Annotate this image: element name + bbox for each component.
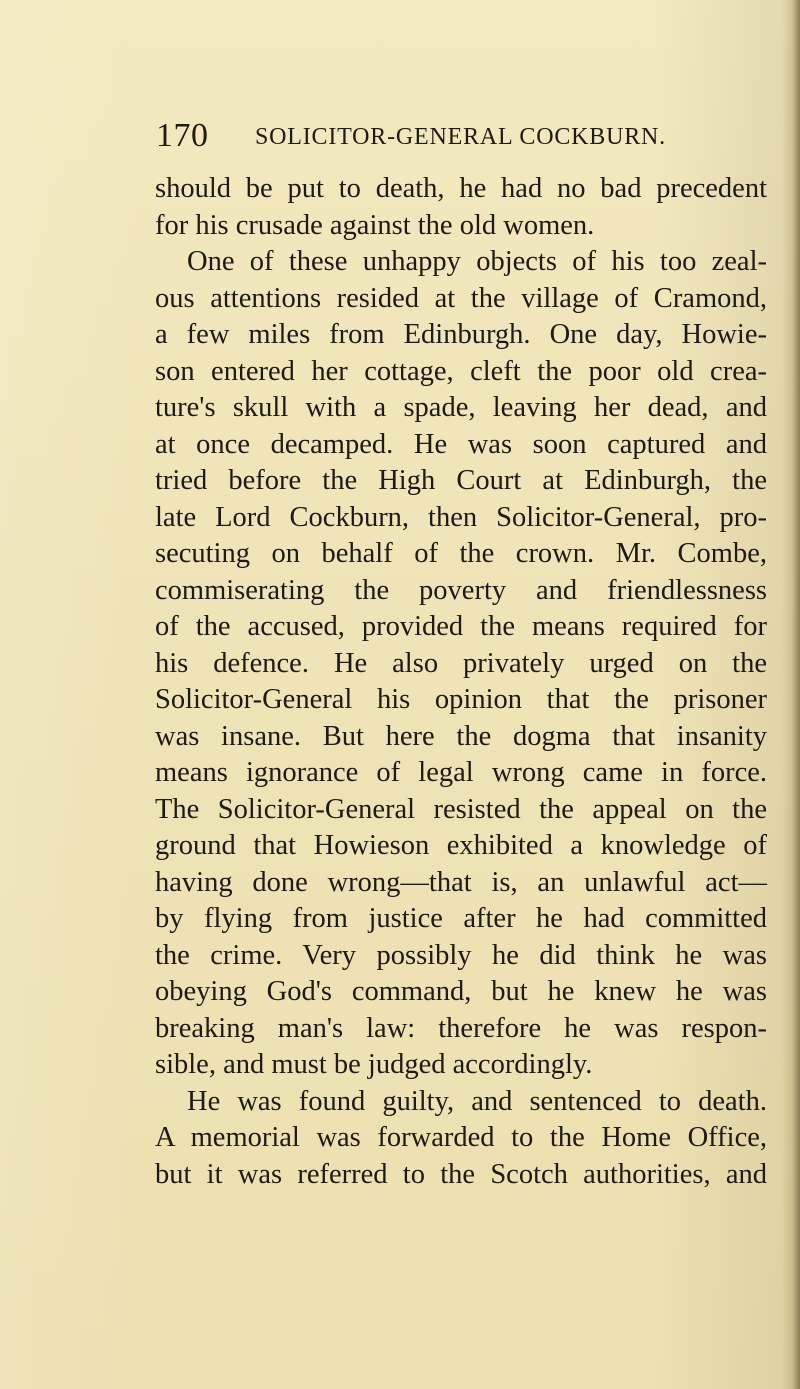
- page-number: 170: [156, 117, 209, 154]
- text-line: breaking man's law: therefore he was respon-: [155, 1012, 767, 1044]
- running-head: SOLICITOR-GENERAL COCKBURN.: [255, 124, 666, 150]
- text-line: a few miles from Edinburgh. One day, Howie-: [155, 319, 767, 350]
- text-line: A memorial was forwarded to the Home Office,: [155, 1122, 767, 1153]
- page-edge-shadow: [782, 0, 800, 1389]
- text-line: having done wrong—that is, an unlawful act—: [155, 866, 767, 898]
- text-line: the crime. Very possibly he did think he was: [155, 939, 767, 971]
- text-line: secuting on behalf of the crown. Mr. Combe,: [155, 538, 767, 569]
- text-line: should be put to death, he had no bad precedent: [155, 173, 767, 204]
- text-line: by flying from justice after he had committed: [155, 903, 767, 934]
- text-line: One of these unhappy objects of his too zeal-: [187, 246, 767, 277]
- text-line: sible, and must be judged accordingly.: [155, 1049, 593, 1080]
- text-line: at once decamped. He was soon captured and: [155, 428, 767, 460]
- text-line: obeying God's command, but he knew he was: [155, 976, 767, 1007]
- text-line: late Lord Cockburn, then Solicitor-General, pro-: [155, 501, 767, 533]
- page-header: [156, 116, 776, 156]
- text-line: but it was referred to the Scotch authorities, and: [155, 1158, 767, 1190]
- body-text: [155, 171, 767, 1193]
- text-line: of the accused, provided the means required for: [155, 611, 767, 642]
- text-line: his defence. He also privately urged on the: [155, 647, 767, 679]
- text-line: The Solicitor-General resisted the appeal on the: [155, 793, 767, 825]
- text-line: commiserating the poverty and friendlessness: [155, 574, 767, 606]
- text-line: for his crusade against the old women.: [155, 209, 595, 241]
- text-line: means ignorance of legal wrong came in force.: [155, 757, 767, 788]
- text-line: son entered her cottage, cleft the poor old crea-: [155, 355, 767, 387]
- text-line: tried before the High Court at Edinburgh, the: [155, 465, 767, 496]
- text-line: ous attentions resided at the village of Cramond,: [155, 282, 767, 314]
- text-line: He was found guilty, and sentenced to death.: [187, 1085, 767, 1117]
- text-line: Solicitor-General his opinion that the prisoner: [155, 684, 767, 715]
- text-line: was insane. But here the dogma that insanity: [155, 720, 767, 752]
- text-line: ground that Howieson exhibited a knowledge of: [155, 830, 767, 861]
- text-line: ture's skull with a spade, leaving her dead, and: [155, 392, 767, 423]
